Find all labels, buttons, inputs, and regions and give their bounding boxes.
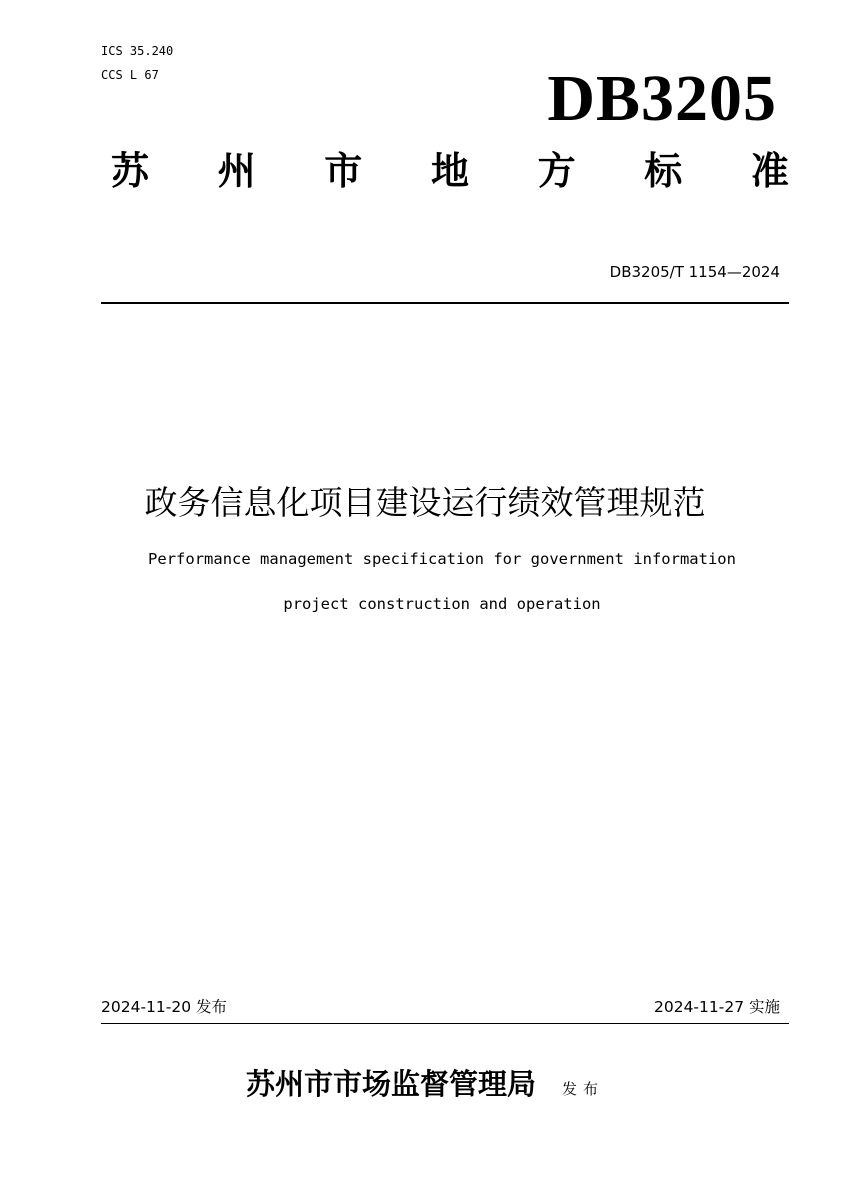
issuer-name: 苏州市市场监督管理局 xyxy=(245,1067,536,1101)
ics-code: ICS 35.240 xyxy=(101,44,174,58)
standard-type-char: 准 xyxy=(750,148,789,193)
standard-type-char: 苏 xyxy=(110,148,149,193)
document-title-en-line1: Performance management specification for government information xyxy=(148,550,736,568)
top-divider xyxy=(101,302,789,304)
ccs-code: CCS L 67 xyxy=(101,68,159,82)
standard-type-char: 州 xyxy=(217,148,256,193)
issuer-line xyxy=(0,1064,850,1104)
issue-label: 发布 xyxy=(562,1080,605,1098)
standard-type-char: 市 xyxy=(324,148,363,193)
standard-type-char: 地 xyxy=(430,148,469,193)
implement-date: 2024-11-27 实施 xyxy=(653,998,780,1016)
standard-type-char: 标 xyxy=(644,148,683,193)
standard-number: DB3205/T 1154—2024 xyxy=(609,263,780,281)
bottom-divider xyxy=(101,1023,789,1024)
document-title-en-line2: project construction and operation xyxy=(283,595,601,613)
standard-type-char: 方 xyxy=(537,148,576,193)
standard-logo: DB3205 xyxy=(547,62,777,135)
publish-date: 2024-11-20 发布 xyxy=(101,998,228,1016)
document-title-zh: 政务信息化项目建设运行绩效管理规范 xyxy=(144,483,706,522)
standard-type-heading xyxy=(100,146,800,196)
